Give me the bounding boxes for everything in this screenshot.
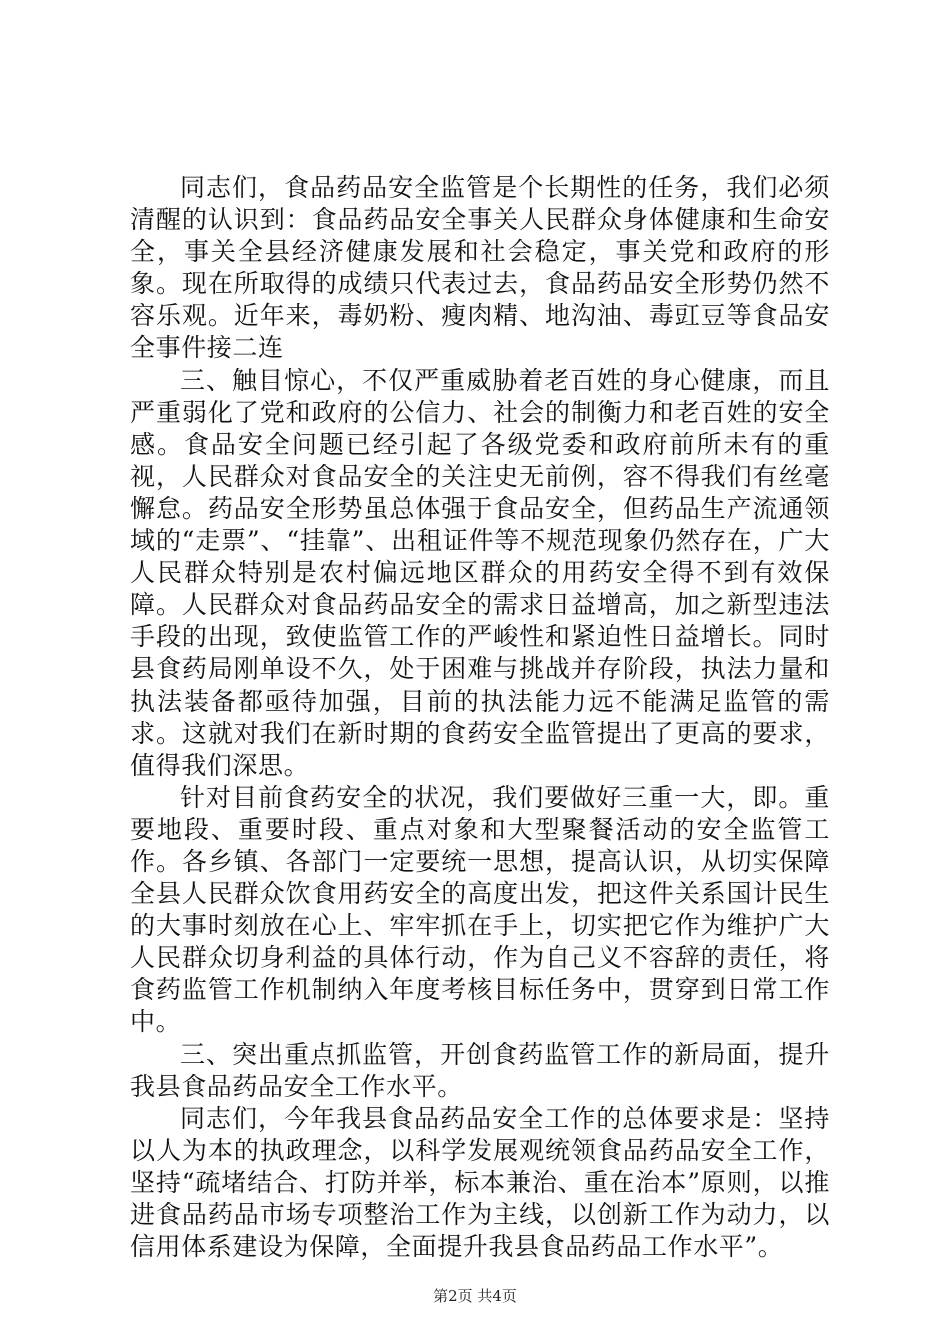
document-body [130,172,830,1263]
paragraph-1: 同志们，食品药品安全监管是个长期性的任务，我们必须清醒的认识到：食品药品安全事关人民群众身体健康和生命安全，事关全县经济健康发展和社会稳定，事关党和政府的形象。现在所取得的成绩只代表过去，食品药品安全形势仍然不容乐观。近年来，毒奶粉、瘦肉精、地沟油、毒豇豆等食品安全事件接二连 [130,173,830,363]
paragraph-4: 三、突出重点抓监管，开创食药监管工作的新局面，提升我县食品药品安全工作水平。 [130,1039,830,1101]
page-footer: 第2页 共4页 [433,1287,517,1305]
paragraph-2: 三、触目惊心，不仅严重威胁着老百姓的身心健康，而且严重弱化了党和政府的公信力、社会的制衡力和老百姓的安全感。食品安全问题已经引起了各级党委和政府前所未有的重视，人民群众对食品安全的关注史无前例，容不得我们有丝毫懈怠。药品安全形势虽总体强于食品安全，但药品生产流通领域的“走票”、“挂靠”、出租证件等不规范现象仍然存在，广大人民群众特别是农村偏远地区群众的用药安全得不到有效保障。人民群众对食品药品安全的需求日益增高，加之新型违法手段的出现，致使监管工作的严峻性和紧迫性日益增长。同时县食药局刚单设不久，处于困难与挑战并存阶段，执法力量和执法装备都亟待加强，目前的执法能力远不能满足监管的需求。这就对我们在新时期的食药安全监管提出了更高的要求，值得我们深思。 [130,365,830,780]
paragraph-5: 同志们，今年我县食品药品安全工作的总体要求是：坚持以人为本的执政理念，以科学发展观统领食品药品安全工作，坚持“疏堵结合、打防并举，标本兼治、重在治本”原则，以推进食品药品市场专项整治工作为主线，以创新工作为动力，以信用体系建设为保障，全面提升我县食品药品工作水平”。 [130,1103,830,1262]
paragraph-3: 针对目前食药安全的状况，我们要做好三重一大，即。重要地段、重要时段、重点对象和大型聚餐活动的安全监管工作。各乡镇、各部门一定要统一思想，提高认识，从切实保障全县人民群众饮食用药安全的高度出发，把这件关系国计民生的大事时刻放在心上、牢牢抓在手上，切实把它作为维护广大人民群众切身利益的具体行动，作为自己义不容辞的责任，将食药监管工作机制纳入年度考核目标任务中，贯穿到日常工作中。 [130,782,830,1037]
